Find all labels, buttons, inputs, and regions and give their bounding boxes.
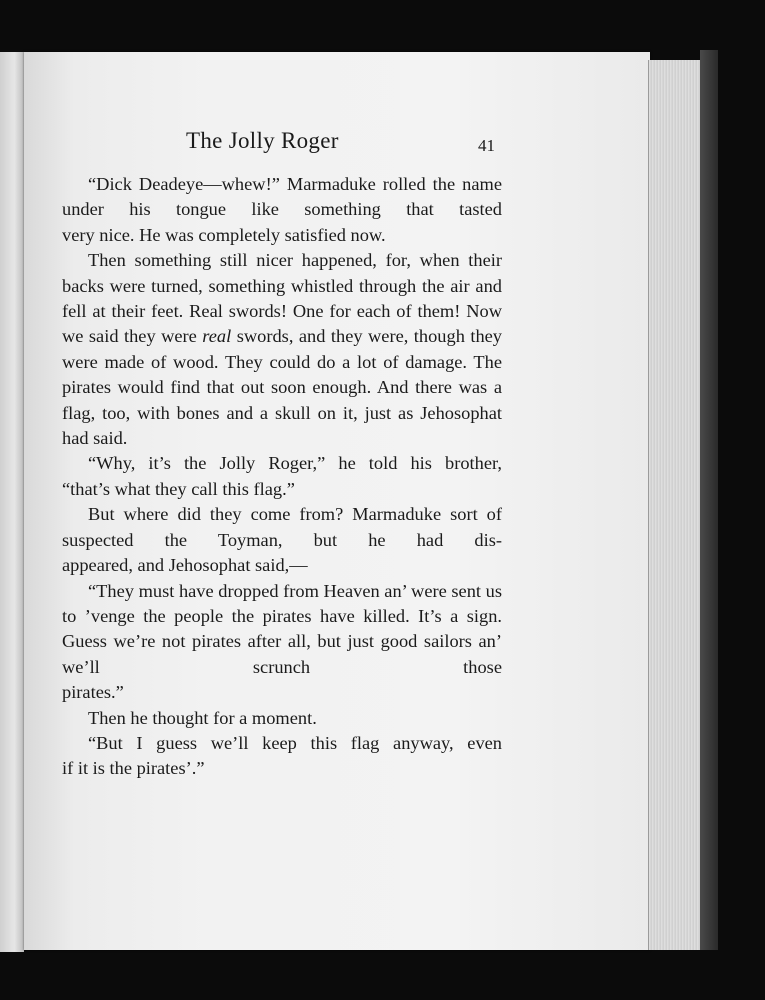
paragraph <box>62 706 502 731</box>
paragraph-end <box>62 477 502 502</box>
text-line: each of them! Now we said they were <box>62 301 502 347</box>
text-line: very nice. He was completely satisfied now. <box>62 224 386 245</box>
text-line: killed. It’s a sign. Guess we’re not pirates after <box>62 605 502 652</box>
paragraph <box>62 248 502 426</box>
text-line: and they were, though they were made of wood. <box>62 326 503 372</box>
emphasized-word: real <box>202 326 232 347</box>
text-line: “They must have dropped from Heaven an’ <box>88 580 407 601</box>
text-line: sort of suspected the Toyman, but he had dis- <box>62 504 502 550</box>
book-cover-edge <box>700 50 718 950</box>
text-line: But where did they come from? Marmaduke <box>88 504 442 525</box>
text-line-tail: swords, <box>231 326 294 347</box>
text-line: Then he thought for a moment. <box>88 707 317 728</box>
text-line: “that’s what they call this flag.” <box>62 478 295 499</box>
text-line: were sent us to ’venge the people the pirates have <box>62 580 502 626</box>
text-line: find that out soon enough. And there was a flag, <box>62 377 502 423</box>
paragraph <box>62 172 502 223</box>
text-line: They could do a lot of damage. The pirates would <box>62 351 503 398</box>
text-line: Then something still nicer happened, for, when <box>88 250 460 271</box>
text-line: name under his tongue like something that tasted <box>62 174 502 220</box>
paragraph-end <box>62 223 502 248</box>
text-line: if it is the pirates’.” <box>62 758 205 779</box>
paragraph <box>62 502 502 553</box>
paragraph <box>62 579 502 681</box>
page-number: 41 <box>478 136 495 155</box>
text-line: “Why, it’s the Jolly Roger,” he told his brother, <box>88 453 502 474</box>
paragraph-end <box>62 680 502 705</box>
paragraph-end <box>62 756 502 781</box>
text-line: had said. <box>62 428 128 449</box>
paragraph <box>62 731 502 756</box>
text-line: “Dick Deadeye—whew!” Marmaduke rolled the <box>88 174 456 194</box>
page-block-edges <box>648 60 701 950</box>
paragraph-end <box>62 553 502 578</box>
text-line: the air and fell at their feet. Real swords! One for <box>62 275 502 322</box>
text-line: appeared, and Jehosophat said,— <box>62 555 308 576</box>
text-line: their backs were turned, something whistled through <box>62 250 502 296</box>
paragraph-end <box>62 426 502 451</box>
text-line: all, but just good sailors an’ we’ll scrunch those <box>62 631 502 677</box>
facing-page-edge <box>0 52 24 952</box>
text-line: too, with bones and a skull on it, just as Jehosophat <box>102 402 502 423</box>
text-line: pirates.” <box>62 682 124 703</box>
text-line: “But I guess we’ll keep this flag anyway, even <box>88 732 502 753</box>
body-text <box>62 172 502 782</box>
running-title: The Jolly Roger <box>186 128 339 153</box>
paragraph <box>62 451 502 476</box>
